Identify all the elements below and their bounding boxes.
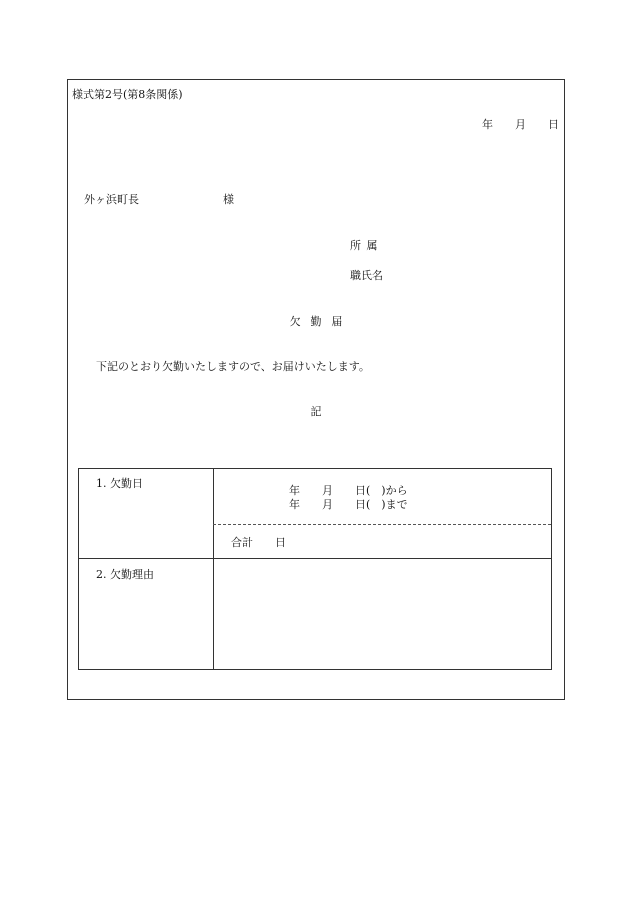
absence-date-label: 1. 欠勤日 [96, 477, 143, 490]
absence-to-field: 年 月 日( )まで [289, 498, 408, 511]
absence-table [78, 468, 552, 670]
addressee-name: 外ヶ浜町長 [84, 193, 139, 206]
absence-from-field: 年 月 日( )から [289, 484, 408, 497]
form-frame [67, 79, 565, 700]
name-label: 職氏名 [350, 269, 383, 282]
date-line: 年 月 日 [482, 118, 559, 131]
statement-text: 下記のとおり欠勤いたしますので、お届けいたします。 [96, 360, 370, 373]
form-number: 様式第2号(第8条関係) [72, 88, 183, 101]
addressee-honorific: 様 [223, 193, 234, 206]
table-dashed-divider [213, 524, 551, 525]
absence-reason-label: 2. 欠勤理由 [96, 568, 154, 581]
absence-total-field: 合計 日 [231, 536, 286, 549]
document-title: 欠勤届 [289, 315, 353, 328]
affiliation-label: 所属 [350, 239, 383, 252]
table-row-divider [79, 558, 551, 559]
ki-heading: 記 [310, 405, 322, 418]
table-column-divider [213, 469, 214, 669]
